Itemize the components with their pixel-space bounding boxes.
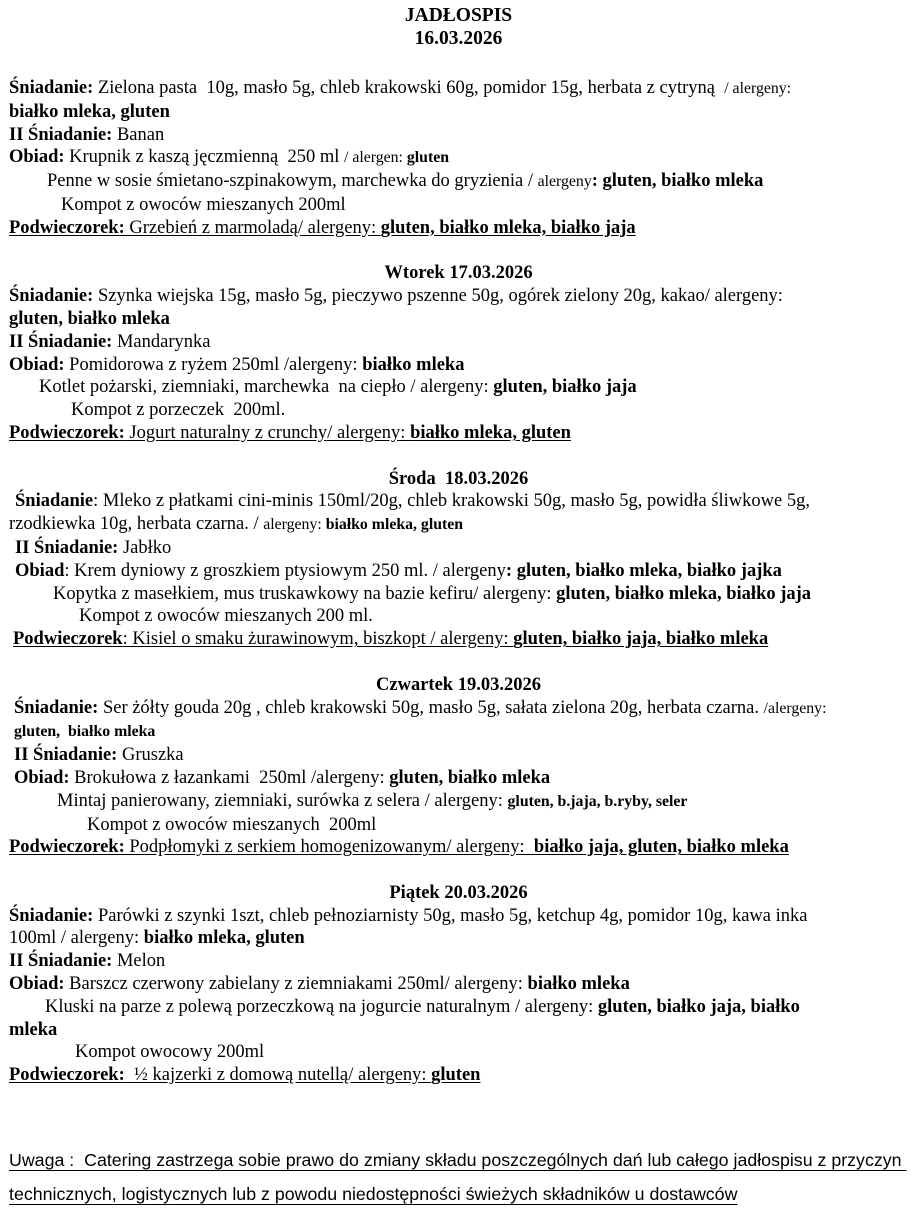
- menu-text-segment: Obiad: [15, 560, 65, 581]
- menu-text-segment: II Śniadanie:: [14, 745, 118, 766]
- menu-text-segment: Podwieczorek:: [9, 1065, 125, 1086]
- menu-text-segment: gluten, białko mleka: [14, 723, 156, 741]
- menu-text-segment: Śniadanie:: [9, 905, 94, 926]
- menu-text-segment: Kompot z porzeczek 200ml.: [71, 400, 286, 421]
- menu-line: [9, 537, 908, 560]
- menu-line: [9, 744, 908, 767]
- day-section: [9, 674, 908, 859]
- menu-text-segment: Podwieczorek:: [9, 837, 125, 858]
- menu-line: [9, 605, 908, 628]
- menu-text-segment: gluten, białko mleka, białko jaja: [556, 583, 812, 604]
- menu-text-segment: białko mleka: [527, 974, 630, 995]
- menu-line: [9, 767, 908, 790]
- menu-text-segment: Obiad:: [14, 767, 70, 788]
- menu-text-segment: Podwieczorek:: [9, 422, 125, 443]
- menu-text-segment: Grzebień z marmoladą/ alergeny:: [124, 217, 381, 238]
- menu-text-segment: Jogurt naturalny z crunchy/ alergeny:: [124, 422, 411, 443]
- menu-line: [9, 790, 908, 814]
- day-header: Środa 18.03.2026: [388, 468, 529, 489]
- menu-line: [9, 490, 908, 513]
- menu-text-segment: Penne w sosie śmietano-szpinakowym, marchewka do gryzienia /: [47, 171, 538, 192]
- menu-text-segment: Krupnik z kaszą jęczmienną 250 ml: [64, 147, 344, 168]
- menu-text-segment: Pomidorowa z ryżem 250ml /alergeny:: [64, 354, 363, 375]
- menu-line: [9, 950, 908, 973]
- menu-line: [9, 77, 908, 101]
- day-header: Czwartek 19.03.2026: [376, 674, 541, 695]
- menu-line: [9, 583, 908, 606]
- footer-note-line-1: Uwaga : Catering zastrzega sobie prawo do zmiany składu poszczególnych dań lub całego jadłospisu z przyczyn: [9, 1150, 907, 1171]
- menu-line: [9, 1064, 908, 1087]
- menu-text-segment: Kopytka z masełkiem, mus truskawkowy na bazie kefiru/ alergeny:: [53, 583, 557, 604]
- menu-line: [9, 308, 908, 331]
- menu-text-segment: Banan: [112, 124, 165, 145]
- menu-text-segment: / alergen:: [344, 149, 407, 167]
- menu-line: [9, 973, 908, 996]
- menu-text-segment: Kompot z owoców mieszanych 200 ml.: [79, 606, 373, 627]
- document-title-block: [9, 4, 908, 50]
- menu-text-segment: Ser żółty gouda 20g , chleb krakowski 50g, masło 5g, sałata zielona 20g, herbata czarna.: [98, 697, 764, 718]
- menu-text-segment: gluten, białko mleka: [9, 308, 170, 329]
- footer-note-line-2: technicznych, logistycznych lub z powodu niedostępności świeżych składników u dostawców: [9, 1184, 738, 1205]
- menu-line: [9, 399, 908, 422]
- menu-text-segment: mleka: [9, 1019, 58, 1040]
- menu-line: [9, 1019, 908, 1042]
- menu-line: [9, 720, 908, 744]
- menu-text-segment: Mintaj panierowany, ziemniaki, surówka z selera / alergeny:: [57, 790, 508, 811]
- day-section: [9, 468, 908, 651]
- menu-text-segment: rzodkiewka 10g, herbata czarna. /: [9, 514, 264, 535]
- menu-text-segment: Śniadanie: [15, 491, 94, 512]
- menu-text-segment: : Kisiel o smaku żurawinowym, biszkopt / alergeny:: [122, 629, 514, 650]
- menu-text-segment: gluten, białko jaja: [493, 377, 637, 398]
- document-title: JADŁOSPIS: [404, 5, 513, 26]
- menu-line: [9, 331, 908, 354]
- menu-text-segment: gluten, białko mleka, białko jaja: [380, 217, 636, 238]
- menu-text-segment: Śniadanie:: [14, 697, 99, 718]
- menu-line: [9, 1041, 908, 1064]
- day-header: Piątek 20.03.2026: [389, 882, 528, 903]
- day-section: [9, 882, 908, 1087]
- menu-text-segment: : gluten, białko mleka: [591, 171, 764, 192]
- menu-text-segment: Melon: [112, 951, 166, 972]
- menu-text-segment: alergeny:: [263, 516, 326, 534]
- menu-text-segment: Szynka wiejska 15g, masło 5g, pieczywo pszenne 50g, ogórek zielony 20g, kakao/ alergeny:: [93, 286, 783, 307]
- menu-line: [9, 560, 908, 583]
- menu-text-segment: Podwieczorek: [13, 629, 123, 650]
- menu-text-segment: Obiad:: [9, 354, 65, 375]
- menu-text-segment: Podpłomyki z serkiem homogenizowanym/ alergeny:: [124, 837, 534, 858]
- menu-text-segment: /alergeny:: [763, 699, 827, 717]
- menu-line: [9, 927, 908, 950]
- menu-text-segment: Parówki z szynki 1szt, chleb pełnoziarnisty 50g, masło 5g, ketchup 4g, pomidor 10g, kawa inka: [93, 905, 808, 926]
- menu-line: [9, 628, 908, 651]
- menu-text-segment: II Śniadanie:: [9, 124, 113, 145]
- menu-line: [9, 996, 908, 1019]
- menu-text-segment: Kluski na parze z polewą porzeczkową na jogurcie naturalnym / alergeny:: [45, 996, 598, 1017]
- menu-text-segment: : Krem dyniowy z groszkiem ptysiowym 250 ml. / alergeny: [64, 560, 506, 581]
- menu-text-segment: Kotlet pożarski, ziemniaki, marchewka na ciepło / alergeny:: [39, 377, 494, 398]
- day-section: [9, 262, 908, 444]
- menu-text-segment: białko mleka, gluten: [410, 422, 571, 443]
- menu-line: [9, 513, 908, 537]
- menu-days: [9, 77, 908, 1087]
- day-section: [9, 77, 908, 240]
- menu-text-segment: Gruszka: [117, 745, 184, 766]
- menu-text-segment: gluten, b.jaja, b.ryby, seler: [507, 792, 688, 810]
- menu-line: [9, 101, 908, 124]
- menu-text-segment: Śniadanie:: [9, 286, 94, 307]
- menu-line: [9, 376, 908, 399]
- menu-text-segment: białko mleka, gluten: [325, 516, 464, 534]
- menu-text-segment: Śniadanie:: [9, 78, 94, 98]
- menu-text-segment: II Śniadanie:: [9, 331, 113, 352]
- menu-line: [9, 422, 908, 445]
- menu-line: [9, 170, 908, 194]
- document-date: 16.03.2026: [414, 28, 503, 49]
- menu-text-segment: Mandarynka: [112, 331, 211, 352]
- menu-line: [9, 905, 908, 928]
- menu-text-segment: alergeny: [537, 173, 592, 191]
- menu-text-segment: II Śniadanie:: [9, 951, 113, 972]
- menu-text-segment: Jabłko: [118, 537, 172, 558]
- menu-line: [9, 217, 908, 240]
- menu-text-segment: gluten, białko jaja, białko: [597, 996, 800, 1017]
- menu-text-segment: Brokułowa z łazankami 250ml /alergeny:: [69, 767, 390, 788]
- menu-text-segment: gluten: [431, 1065, 481, 1086]
- menu-line: [9, 146, 908, 170]
- menu-line: [9, 285, 908, 308]
- menu-text-segment: Kompot z owoców mieszanych 200ml: [87, 814, 377, 835]
- menu-text-segment: : gluten, białko mleka, białko jajka: [505, 560, 782, 581]
- menu-text-segment: białko mleka: [362, 354, 465, 375]
- menu-line: [9, 814, 908, 837]
- menu-text-segment: białko mleka, gluten: [9, 101, 170, 122]
- menu-text-segment: Barszcz czerwony zabielany z ziemniakami 250ml/ alergeny:: [64, 974, 528, 995]
- menu-line: [9, 194, 908, 217]
- menu-text-segment: gluten, białko jaja, białko mleka: [513, 629, 769, 650]
- menu-text-segment: Obiad:: [9, 147, 65, 168]
- menu-text-segment: Obiad:: [9, 974, 65, 995]
- menu-line: [9, 836, 908, 859]
- menu-text-segment: Podwieczorek:: [9, 217, 125, 238]
- menu-line: [9, 354, 908, 377]
- menu-text-segment: ½ kajzerki z domową nutellą/ alergeny:: [124, 1065, 432, 1086]
- menu-line: [9, 697, 908, 721]
- menu-text-segment: II Śniadanie:: [15, 537, 119, 558]
- menu-text-segment: gluten, białko mleka: [389, 767, 551, 788]
- menu-text-segment: białko mleka, gluten: [143, 928, 305, 949]
- menu-line: [9, 124, 908, 147]
- menu-text-segment: Zielona pasta 10g, masło 5g, chleb krakowski 60g, pomidor 15g, herbata z cytryną: [93, 78, 725, 98]
- menu-text-segment: białko jaja, gluten, białko mleka: [533, 837, 789, 858]
- menu-text-segment: 100ml / alergeny:: [9, 928, 144, 949]
- menu-text-segment: Kompot owocowy 200ml: [75, 1042, 265, 1063]
- menu-text-segment: gluten: [406, 149, 450, 167]
- menu-text-segment: / alergeny:: [724, 80, 792, 97]
- menu-text-segment: : Mleko z płatkami cini-minis 150ml/20g, chleb krakowski 50g, masło 5g, powidła śliwkowe 5g,: [93, 491, 810, 512]
- day-header: Wtorek 17.03.2026: [384, 263, 533, 284]
- footer-note: [9, 1143, 908, 1211]
- menu-text-segment: Kompot z owoców mieszanych 200ml: [61, 194, 346, 215]
